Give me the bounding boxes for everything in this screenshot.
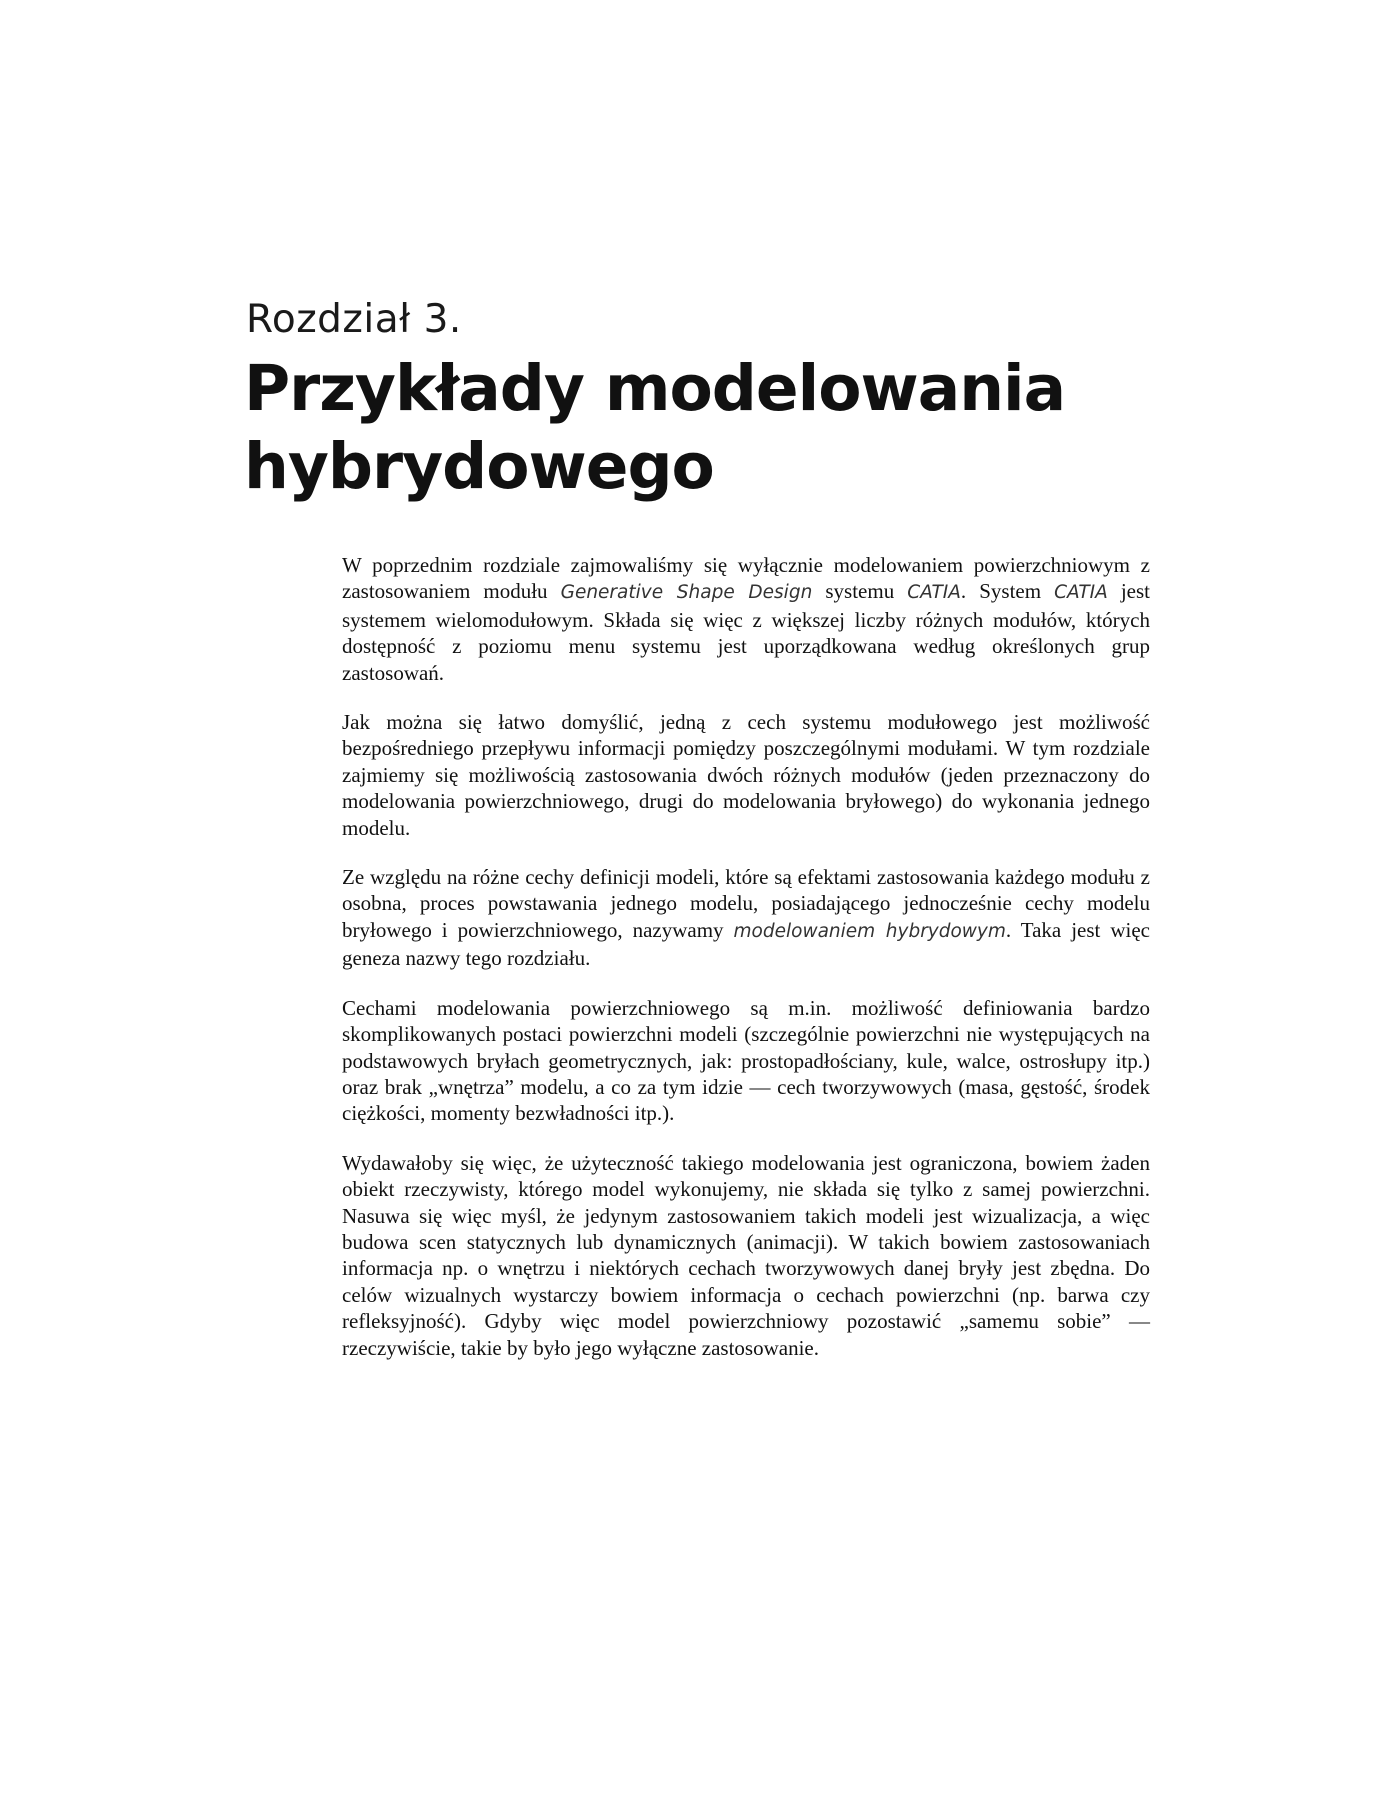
paragraph-1 xyxy=(342,552,1150,686)
paragraph-3-text-a: Ze względu na różne cechy definicji modeli, które są efektami zastosowania każdego modułu z osobna, proces powstawania jednego modelu, posiadającego jednocześnie cechy modelu bryłowego i powierzchniowego, nazywamy xyxy=(342,865,1150,942)
paragraph-1-text-e: . System xyxy=(960,579,1055,604)
paragraph-1-text-a: W poprzednim rozdziale zajmowaliśmy się wyłącznie modelowaniem powierzchniowym z zastosowaniem modułu xyxy=(342,553,1150,604)
paragraph-1-text-g: jest systemem wielomodułowym. Składa się więc z większej liczby różnych modułów, których dostępność z poziomu menu systemu jest uporządkowana według określonych grup zastosowań. xyxy=(342,579,1151,685)
paragraph-2: Jak można się łatwo domyślić, jedną z cech systemu modułowego jest możliwość bezpośredniego przepływu informacji pomiędzy poszczególnymi modułami. W tym rozdziale zajmiemy się możliwością zastosowania dwóch różnych modułów (jeden przeznaczony do modelowania powierzchniowego, drugi do modelowania bryłowego) do wykonania jednego modelu. xyxy=(342,710,1150,840)
paragraph-1-text-c: systemu xyxy=(812,579,908,604)
paragraph-3 xyxy=(342,864,1150,972)
module-name-italic: Generative Shape Design xyxy=(560,582,813,604)
paragraph-4: Cechami modelowania powierzchniowego są m.in. możliwość definiowania bardzo skomplikowanych postaci powierzchni modeli (szczególnie powierzchni nie występujących na podstawowych bryłach geometrycznych, jak: prostopadłościany, kule, walce, ostrosłupy itp.) oraz brak „wnętrza” modelu, a co za tym idzie — cech tworzywowych (masa, gęstość, środek ciężkości, momenty bezwładności itp.). xyxy=(342,995,1150,1126)
chapter-title-line-1: Przykłady modelowania xyxy=(244,352,1066,425)
chapter-label: Rozdział 3. xyxy=(246,297,462,342)
system-name-italic: CATIA xyxy=(907,582,961,604)
chapter-title xyxy=(244,350,1144,506)
paragraph-5: Wydawałoby się więc, że użyteczność takiego modelowania jest ograniczona, bowiem żaden obiekt rzeczywisty, którego model wykonujemy, nie składa się tylko z samej powierzchni. Nasuwa się więc myśl, że jedynym zastosowaniem takich modeli jest wizualizacja, a więc budowa scen statycznych lub dynamicznych (animacji). W takich bowiem zastosowaniach informacja np. o wnętrzu i niektórych cechach tworzywowych danej bryły jest zbędna. Do celów wizualnych wystarczy bowiem informacja o cechach powierzchni (np. barwa czy refleksyjność). Gdyby więc model powierzchniowy pozostawić „samemu sobie” — rzeczywiście, takie by było jego wyłączne zastosowanie. xyxy=(342,1150,1150,1360)
paragraph-3-text-c: . Taka jest więc geneza nazwy tego rozdziału. xyxy=(342,917,1150,971)
body-text xyxy=(342,552,1150,1384)
chapter-title-line-2: hybrydowego xyxy=(244,430,714,503)
system-name-italic-2: CATIA xyxy=(1054,582,1108,604)
term-italic: modelowaniem hybrydowym xyxy=(733,920,1006,942)
